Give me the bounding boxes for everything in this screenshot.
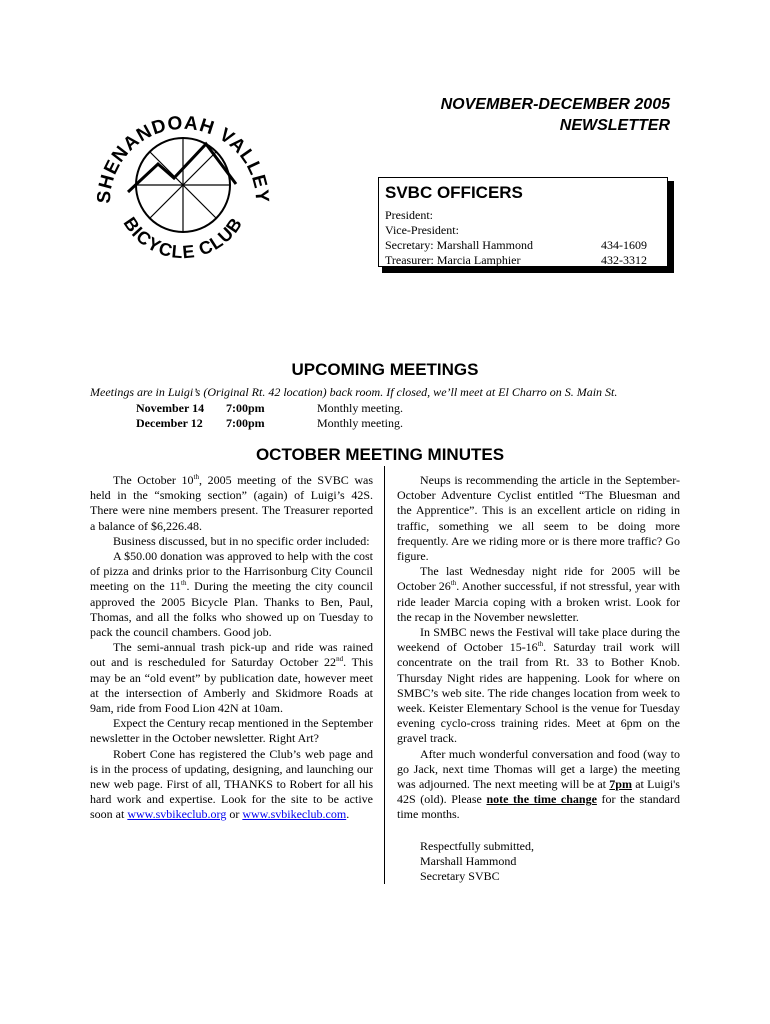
officer-row xyxy=(385,208,661,223)
signoff-line: Respectfully submitted, xyxy=(420,838,534,853)
minutes-paragraph: The last Wednesday night ride for 2005 will be October 26th. Another successful, if not stressful, year with ride leader Marcia coping with a broken wrist. Look for the recap in the November newsletter. xyxy=(397,564,680,624)
time-change-note: note the time change xyxy=(486,792,597,807)
club-logo xyxy=(88,92,278,274)
minutes-left-column xyxy=(90,473,373,823)
officer-row xyxy=(385,253,661,268)
newsletter-title-line1: NOVEMBER-DECEMBER 2005 xyxy=(440,96,670,113)
minutes-paragraph: Robert Cone has registered the Club’s web page and is in the process of updating, designing, and launching our new web page. First of all, THANKS to Robert for all his hard work and expertise. Look for the site to be active soon at www.svbikeclub.org or www.svbikeclub.com. xyxy=(90,746,373,822)
minutes-paragraph: Neups is recommending the article in the September-October Adventure Cyclist entitled “The Bluesman and the Apprentice”. This is an excellent article on riding in traffic, something we all seem to be doing more frequently. Are we riding more or is there more traffic? Go figure. xyxy=(397,473,680,564)
officer-phone: 432-3312 xyxy=(601,253,647,267)
column-divider xyxy=(384,466,385,884)
officers-box xyxy=(378,177,668,267)
meetings-location-note: Meetings are in Luigi’s (Original Rt. 42 location) back room. If closed, we’ll meet at El Charro on S. Main St. xyxy=(90,385,618,399)
officer-phone xyxy=(601,208,661,223)
minutes-paragraph: Expect the Century recap mentioned in the September newsletter in the October newsletter. Right Art? xyxy=(90,716,373,746)
officer-phone: 434-1609 xyxy=(601,238,647,252)
officer-role: President: xyxy=(385,208,433,222)
officer-role: Secretary: Marshall Hammond xyxy=(385,238,533,252)
meeting-minutes-heading: OCTOBER MEETING MINUTES xyxy=(255,445,505,464)
meeting-date: November 14 xyxy=(136,401,205,415)
officer-row xyxy=(385,238,661,253)
minutes-paragraph: The October 10th, 2005 meeting of the SVBC was held in the “smoking section” (again) of Luigi’s 42S. There were nine members present. The Treasurer reported a balance of $6,226.48. xyxy=(90,473,373,533)
meeting-date: December 12 xyxy=(136,416,203,430)
minutes-paragraph: A $50.00 donation was approved to help with the cost of pizza and drinks prior to the Harrisonburg City Council meeting on the 11th. During the meeting the city council approved the 2005 Bicycle Plan. Thanks to Ben, Paul, Thomas, and all the folks who showed up on Tuesday to pack the council chambers. Good job. xyxy=(90,549,373,640)
meeting-description: Monthly meeting. xyxy=(317,416,403,430)
officer-role: Vice-President: xyxy=(385,223,459,237)
logo-top-text: SHENANDOAH VALLEY xyxy=(93,112,273,205)
minutes-paragraph: In SMBC news the Festival will take place during the weekend of October 15-16th. Saturday trail work will concentrate on the trail from Rt. 33 to Bother Knob. Thursday Night rides are happening. Look for where on SMBC’s web site. The ride changes location from week to week. Keister Elementary School is the venue for Tuesday evening cyclo-cross training rides. Meet at 6pm on the gravel track. xyxy=(397,625,680,746)
signoff xyxy=(397,839,680,885)
officers-heading: SVBC OFFICERS xyxy=(385,183,523,202)
signoff-line: Marshall Hammond xyxy=(420,853,517,868)
logo-bottom-text: BICYCLE CLUB xyxy=(119,213,247,263)
minutes-paragraph: Business discussed, but in no specific order included: xyxy=(113,533,370,548)
upcoming-meetings-heading: UPCOMING MEETINGS xyxy=(291,360,479,379)
next-meeting-time: 7pm xyxy=(609,777,632,792)
meeting-time: 7:00pm xyxy=(226,401,265,415)
svbikeclub-org-link[interactable]: www.svbikeclub.org xyxy=(127,807,227,822)
minutes-paragraph: After much wonderful conversation and food (way to go Jack, next time Thomas will get a large) the meeting was adjourned. The next meeting will be at 7pm at Luigi's 42S (old). Please note the time change for the standard time months. xyxy=(397,746,680,822)
officer-row xyxy=(385,223,661,238)
meeting-description: Monthly meeting. xyxy=(317,401,403,415)
minutes-paragraph: The semi-annual trash pick-up and ride was rained out and is rescheduled for Saturday October 22nd. This may be an “old event” by publication date, however meet at the intersection of Amberly and Skidmore Roads at 9am, ride from Food Lion 42N at 10am. xyxy=(90,640,374,716)
svbikeclub-com-link[interactable]: www.svbikeclub.com xyxy=(242,807,347,822)
minutes-right-column xyxy=(397,473,680,884)
newsletter-title-line2: NEWSLETTER xyxy=(559,117,670,134)
signoff-line: Secretary SVBC xyxy=(420,869,500,884)
meeting-time: 7:00pm xyxy=(226,416,265,430)
officer-role: Treasurer: Marcia Lamphier xyxy=(385,253,521,267)
officer-phone xyxy=(601,223,661,238)
